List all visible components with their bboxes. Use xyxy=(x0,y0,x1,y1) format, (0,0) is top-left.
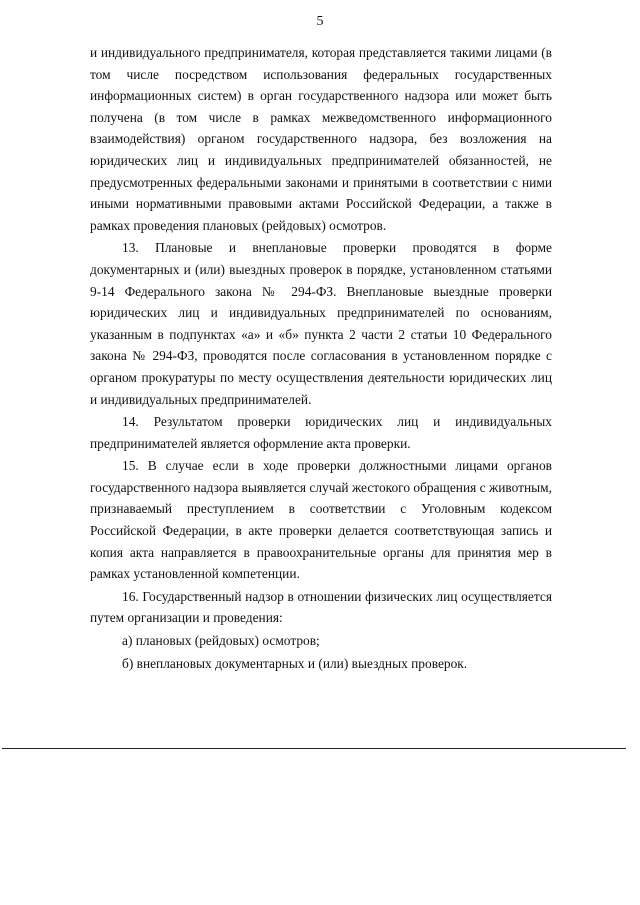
page-number: 5 xyxy=(316,14,324,29)
paragraph-14: 14. Результатом проверки юридических лиц и индивидуальных предпринимателей является оформление акта проверки. xyxy=(90,414,552,451)
footer-rule xyxy=(2,748,626,749)
paragraph-16: 16. Государственный надзор в отношении физических лиц осуществляется путем организации и проведения: xyxy=(90,588,552,626)
paragraph-continuation: и индивидуального предпринимателя, которая представляется такими лицами (в том числе посредством использования федеральных государственных информационных систем) в орган государственного надзора или может быть получена (в том числе в рамках межведомственного информационного взаимодействия) органом государственного надзора, без возложения на юридических лиц и индивидуальных предпринимателей обязанностей, не предусмотренных федеральными законами и принятыми в соответствии с ними иными нормативными правовыми актами Российской Федерации, а также в рамках проведения плановых (рейдовых) осмотров. xyxy=(90,45,552,233)
document-body xyxy=(90,42,552,674)
paragraph-13: 13. Плановые и внеплановые проверки проводятся в форме документарных и (или) выездных проверок в порядке, установленном статьями 9-14 Федерального закона № 294-ФЗ. Внеплановые выездные проверки юридических лиц и индивидуальных предпринимателей по основаниям, указанным в подпунктах «а» и «б» пункта 2 части 2 статьи 10 Федерального закона № 294-ФЗ, проводятся после согласования в установленном порядке с органом прокуратуры по месту осуществления деятельности юридических лиц и индивидуальных предпринимателей. xyxy=(90,240,552,407)
paragraph-15: 15. В случае если в ходе проверки должностными лицами органов государственного надзора выявляется случай жестокого обращения с животным, признаваемый преступлением в соответствии с Уголовным кодексом Российской Федерации, в акте проверки делается соответствующая запись и копия акта направляется в правоохранительные органы для принятия мер в рамках установленной компетенции. xyxy=(90,458,552,582)
list-item-b: б) внеплановых документарных и (или) выездных проверок. xyxy=(122,655,468,671)
list-item-a: а) плановых (рейдовых) осмотров; xyxy=(122,633,320,649)
